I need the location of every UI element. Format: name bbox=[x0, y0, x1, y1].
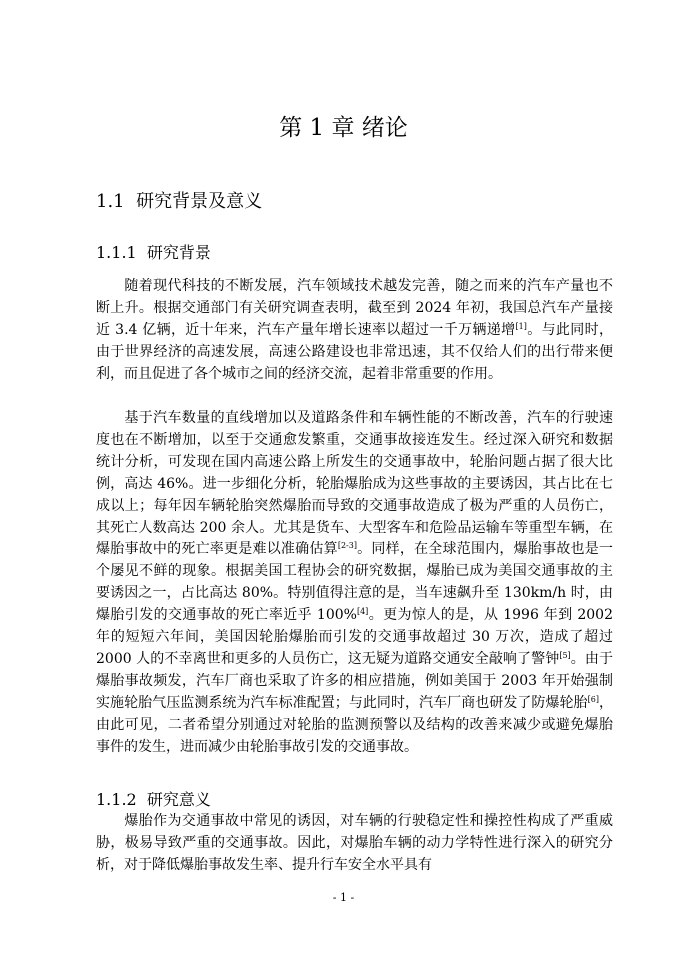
section-title: 研究背景及意义 bbox=[136, 191, 263, 212]
paragraph-text: 。更为惊人的是，从 1996 年到 2002 年的短短六年间，美国因轮胎爆胎而引发的交通事故超过 30 万次，造成了超过 2000 人的不幸离世和更多的人员伤亡，这无疑为道路交通安全敲响了警钟 bbox=[96, 607, 613, 667]
subsection-number: 1.1.1 bbox=[96, 243, 137, 262]
subsection-title: 研究背景 bbox=[146, 243, 211, 262]
citation: [6] bbox=[587, 694, 599, 704]
citation: [1] bbox=[515, 321, 527, 331]
paragraph-text: 基于汽车数量的直线增加以及道路条件和车辆性能的不断改善，汽车的行驶速度也在不断增加，以至于交通愈发繁重，交通事故接连发生。经过深入研究和数据统计分析，可发现在国内高速公路上所发生的交通事故中，轮胎问题占据了很大比例，高达 46%。进一步细化分析，轮胎爆胎成为这些事故的主要诱因，其占比在七成以上；每年因车辆轮胎突然爆胎而导致的交通事故造成了极为严重的人员伤亡，其死亡人数高达 200 余人。尤其是货车、大型客车和危险品运输车等重型车辆，在爆胎事故中的死亡率更是难以准确估算 bbox=[96, 410, 613, 558]
paragraph-text: ，由此可见，二者希望分别通过对轮胎的监测预警以及结构的改善来减少或避免爆胎事件的发生，进而减少由轮胎事故引发的交通事故。 bbox=[96, 694, 613, 755]
citation: [5] bbox=[559, 650, 571, 660]
subsection-number: 1.1.2 bbox=[96, 790, 137, 809]
chapter-title: 第 1 章 绪论 bbox=[279, 115, 408, 141]
citation: [4] bbox=[356, 607, 369, 617]
paragraph-text: 爆胎作为交通事故中常见的诱因，对车辆的行驶稳定性和操控性构成了严重威胁，极易导致严重的交通事故。因此，对爆胎车辆的动力学特性进行深入的研究分析，对于降低爆胎事故发生率、提升行车安全水平具有 bbox=[96, 813, 613, 873]
subsection-heading-background bbox=[96, 241, 211, 265]
paragraph-background-1 bbox=[96, 276, 613, 386]
paragraph-text: 。同样，在全球范围内，爆胎事故也是一个屡见不鲜的现象。根据美国工程协会的研究数据，爆胎已成为美国交通事故的主要诱因之一，占比高达 80%。特别值得注意的是，当车速飙升至 130km/h 时，由爆胎引发的交通事故的死亡率近乎 100% bbox=[96, 541, 614, 624]
citation: [2-3] bbox=[337, 541, 357, 551]
paragraph-text: 。与此同时，由于世界经济的高速发展，高速公路建设也非常迅速，其不仅给人们的出行带来便利，而且促进了各个城市之间的经济交流，起着非常重要的作用。 bbox=[96, 321, 613, 382]
section-heading bbox=[96, 189, 262, 215]
paragraph-text: 。由于爆胎事故频发，汽车厂商也采取了许多的相应措施，例如美国于 2003 年开始强制实施轮胎气压监测系统为汽车标准配置；与此同时，汽车厂商也研发了防爆轮胎 bbox=[96, 650, 614, 711]
paragraph-significance bbox=[96, 811, 613, 877]
subsection-title: 研究意义 bbox=[146, 790, 211, 809]
section-number: 1.1 bbox=[96, 191, 125, 212]
paragraph-text: 随着现代科技的不断发展，汽车领域技术越发完善，随之而来的汽车产量也不断上升。根据交通部门有关研究调查表明，截至到 2024 年初，我国总汽车产量接近 3.4 亿辆，近十年来，汽车产量年增长速率以超过一千万辆递增 bbox=[96, 278, 613, 338]
subsection-heading-significance bbox=[96, 788, 211, 812]
page-number: - 1 - bbox=[332, 891, 355, 904]
paragraph-background-2 bbox=[96, 408, 613, 759]
